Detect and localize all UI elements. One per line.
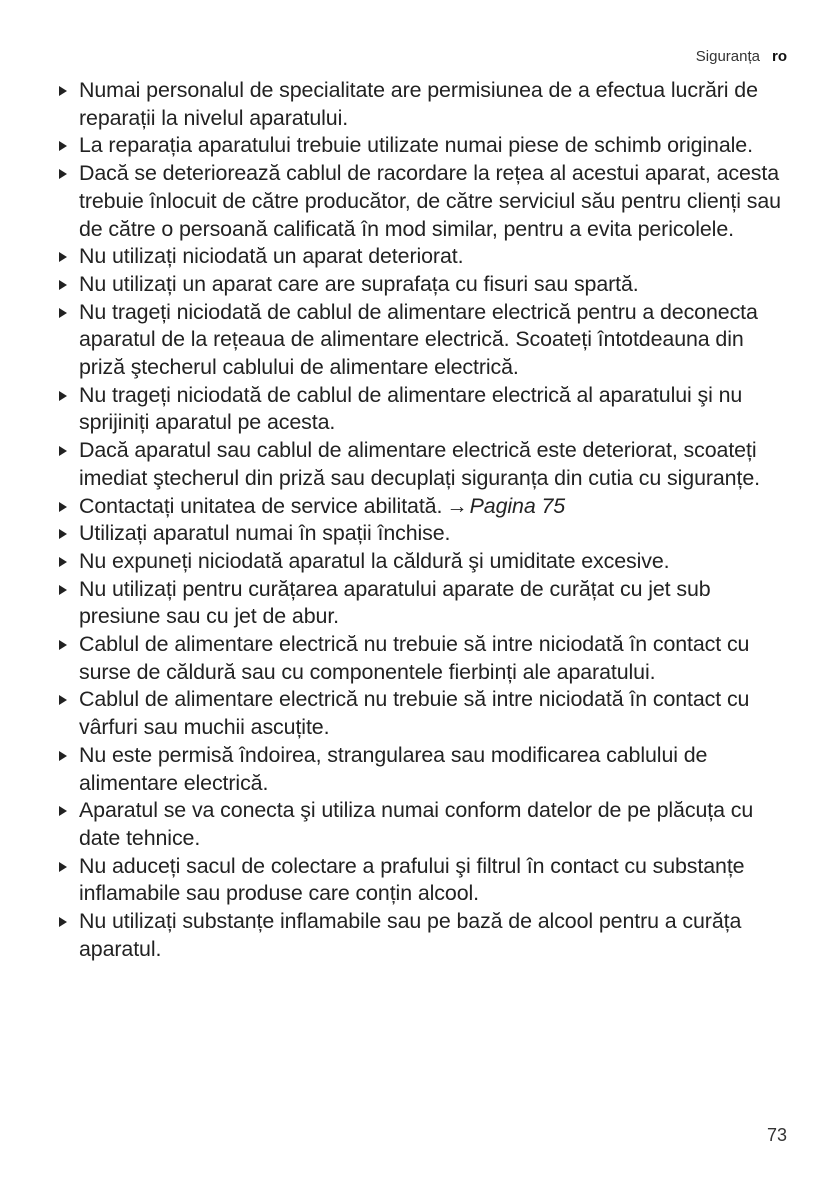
list-item-text: Nu trageți niciodată de cablul de alimentare electrică pentru a deconecta aparatul de la rețeaua de alimentare electrică. Scoateți întotdeauna din priză ştecherul cablului de alimentare electrică. — [79, 299, 758, 380]
list-item — [57, 77, 792, 132]
list-item — [57, 797, 792, 852]
list-item — [57, 576, 792, 631]
triangle-bullet-icon — [59, 252, 67, 262]
triangle-bullet-icon — [59, 391, 67, 401]
triangle-bullet-icon — [59, 917, 67, 927]
triangle-bullet-icon — [59, 502, 67, 512]
list-item-text: Dacă se deteriorează cablul de racordare la rețea al acestui aparat, acesta trebuie înlocuit de către producător, de către serviciul său pentru clienți sau de către o persoană calificată în mod similar, pentru a evita pericolele. — [79, 161, 781, 241]
list-item-text: Numai personalul de specialitate are permisiunea de a efectua lucrări de reparații la nivelul aparatului. — [79, 78, 758, 130]
list-item — [57, 548, 792, 576]
list-item — [57, 742, 792, 797]
triangle-bullet-icon — [59, 169, 67, 179]
list-item — [57, 382, 792, 437]
list-item-text: Nu este permisă îndoirea, strangularea sau modificarea cablului de alimentare electrică. — [79, 742, 708, 795]
list-item-text: Nu utilizați pentru curățarea aparatului aparate de curățat cu jet sub presiune sau cu jet de abur. — [79, 576, 711, 629]
list-item — [57, 493, 792, 521]
list-item-text: Nu utilizați niciodată un aparat deteriorat. — [79, 244, 464, 269]
list-item — [57, 520, 792, 548]
list-item — [57, 271, 792, 299]
triangle-bullet-icon — [59, 806, 67, 816]
triangle-bullet-icon — [59, 86, 67, 96]
list-item-text: Nu utilizați substanțe inflamabile sau pe bază de alcool pentru a curăța aparatul. — [79, 909, 742, 961]
triangle-bullet-icon — [59, 585, 67, 595]
list-item-text: Cablul de alimentare electrică nu trebuie să intre niciodată în contact cu surse de căldură sau cu componentele fierbinți ale aparatului. — [79, 632, 750, 684]
triangle-bullet-icon — [59, 141, 67, 151]
page-header — [696, 47, 787, 67]
section-title: Siguranța — [695, 48, 760, 65]
triangle-bullet-icon — [59, 529, 67, 539]
triangle-bullet-icon — [59, 280, 67, 290]
triangle-bullet-icon — [59, 862, 67, 872]
triangle-bullet-icon — [59, 640, 67, 650]
list-item-text: Nu utilizați un aparat care are suprafața cu fisuri sau spartă. — [79, 271, 639, 296]
list-item — [57, 686, 792, 741]
page-number: 73 — [766, 1125, 787, 1145]
language-code: ro — [772, 48, 787, 65]
triangle-bullet-icon — [59, 695, 67, 705]
page-reference-arrow-icon: → — [446, 493, 468, 518]
list-item — [57, 132, 792, 160]
list-item — [57, 853, 792, 908]
list-item — [57, 908, 792, 963]
list-item — [57, 299, 792, 382]
safety-instructions — [57, 77, 792, 964]
list-item-text: Dacă aparatul sau cablul de alimentare electrică este deteriorat, scoateți imediat ştecherul din priză sau decuplați siguranța din cutia cu siguranțe. — [79, 438, 760, 490]
list-item — [57, 243, 792, 271]
triangle-bullet-icon — [59, 751, 67, 761]
triangle-bullet-icon — [59, 446, 67, 456]
list-item-text: Nu aduceți sacul de colectare a prafului şi filtrul în contact cu substanțe inflamabile sau produse care conțin alcool. — [79, 853, 745, 906]
list-item — [57, 437, 792, 492]
list-item-text: Aparatul se va conecta şi utiliza numai conform datelor de pe plăcuța cu date tehnice. — [79, 798, 754, 850]
bullet-list — [57, 77, 792, 964]
list-item-text: Nu expuneți niciodată aparatul la căldură şi umiditate excesive. — [79, 548, 670, 573]
triangle-bullet-icon — [59, 557, 67, 567]
list-item-text: Nu trageți niciodată de cablul de alimentare electrică al aparatului şi nu sprijiniți aparatul pe acesta. — [79, 382, 743, 435]
list-item — [57, 631, 792, 686]
list-item-text: Cablul de alimentare electrică nu trebuie să intre niciodată în contact cu vârfuri sau muchii ascuțite. — [79, 687, 750, 740]
list-item-text: La reparația aparatului trebuie utilizate numai piese de schimb originale. — [79, 133, 753, 158]
list-item — [57, 160, 792, 243]
triangle-bullet-icon — [59, 308, 67, 318]
list-item-text: Contactați unitatea de service abilitată. — [79, 493, 443, 518]
list-item-text: Utilizați aparatul numai în spații închise. — [79, 521, 451, 546]
page-reference-link[interactable]: Pagina 75 — [469, 493, 566, 518]
